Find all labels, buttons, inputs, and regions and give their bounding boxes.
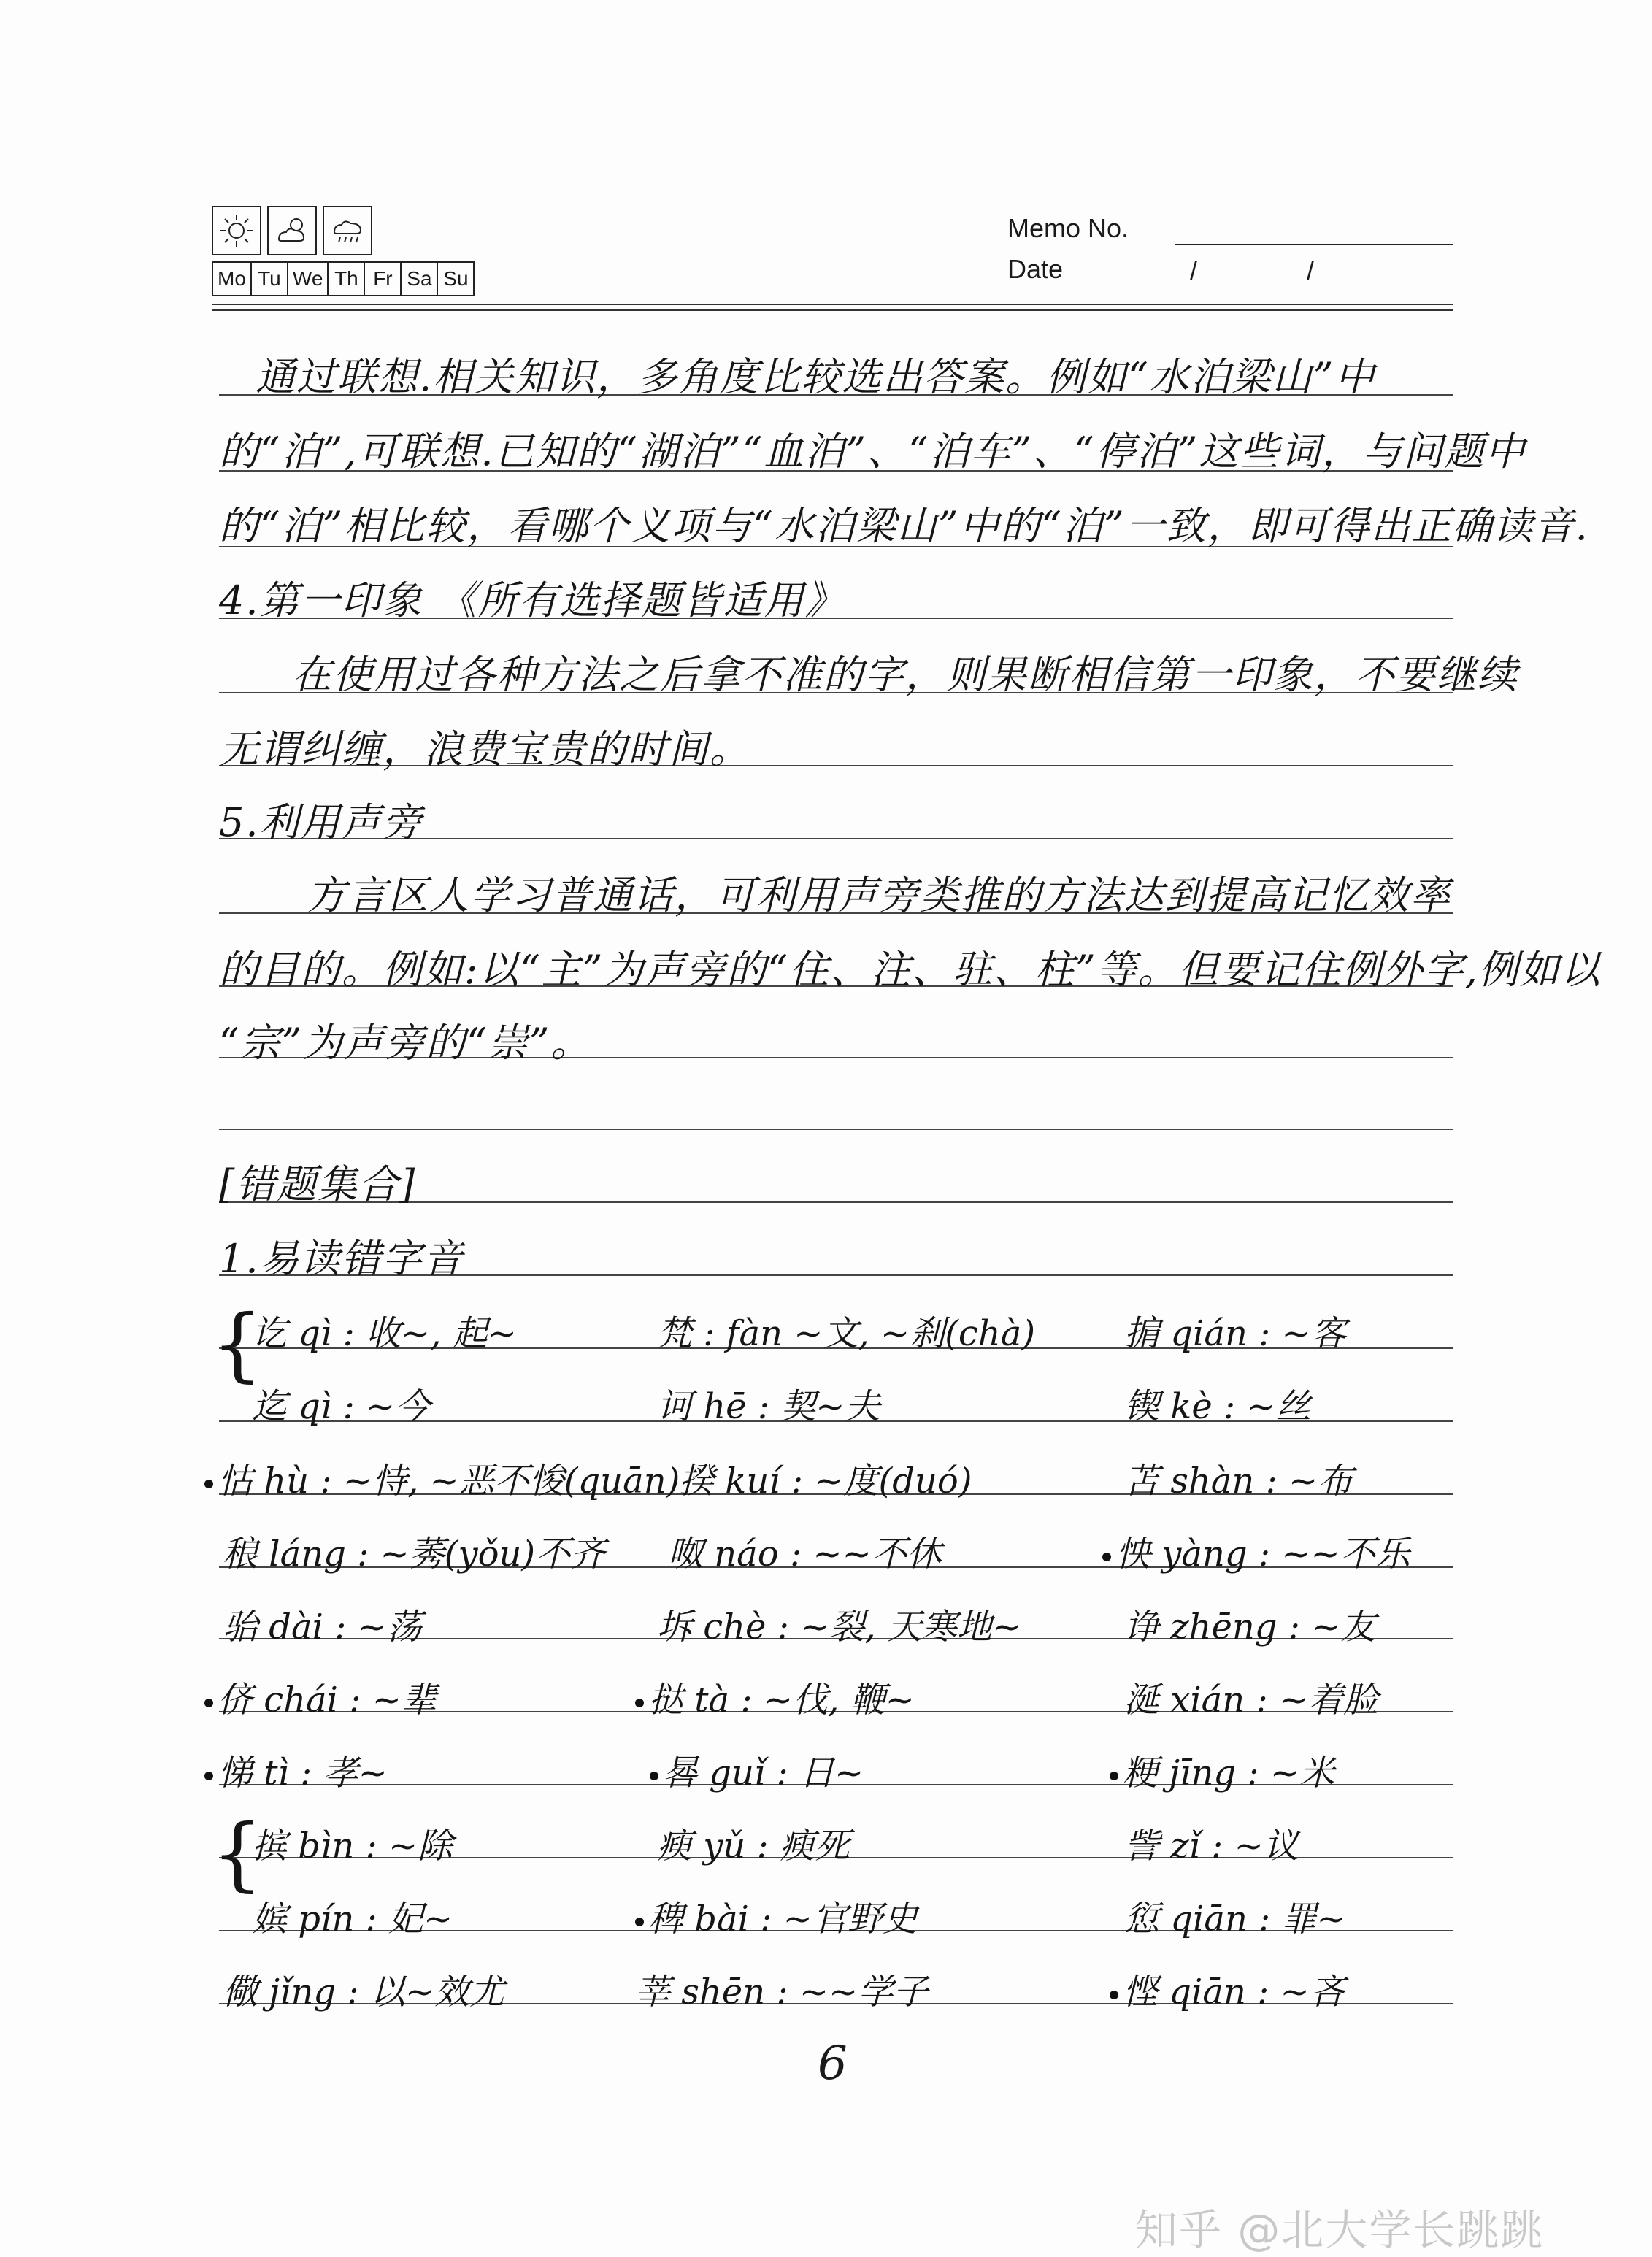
body-line: 的目的。例如:以“主”为声旁的“住、注、驻、柱”等。但要记住例外字,例如以: [219, 947, 1602, 993]
weekday-we[interactable]: We: [288, 261, 329, 296]
bullet-dot: [204, 1772, 213, 1780]
vocab-entry: 迄 qì : ~今: [252, 1386, 431, 1427]
body-line: 方言区人学习普通话，可利用声旁类推的方法达到提高记忆效率: [307, 872, 1451, 918]
bullet-dot: [1102, 1553, 1111, 1561]
vocab-text: 侪 chái : ~辈: [218, 1680, 437, 1720]
pair-brace: {: [212, 1297, 263, 1391]
sun-icon: [212, 206, 261, 255]
pair-brace: {: [212, 1807, 263, 1900]
vocab-text: 悭 qiān : ~吝: [1123, 1972, 1345, 2012]
vocab-entry: [204, 1453, 680, 1503]
body-line: 的“泊”,可联想.已知的“湖泊”“血泊”、“泊车”、“停泊”这些词，与问题中: [219, 428, 1526, 474]
vocab-entry: 稂 láng : ~莠(yǒu)不齐: [223, 1534, 606, 1574]
vocab-entry: 儆 jǐng : 以~效尤: [223, 1972, 505, 2012]
bullet-dot: [650, 1772, 658, 1780]
bullet-dot: [204, 1699, 213, 1707]
weather-icons: [212, 206, 378, 255]
vocab-entry: 掮 qián : ~客: [1124, 1313, 1346, 1354]
date-separator: /: [1307, 255, 1315, 285]
section-title: [错题集合]: [219, 1161, 417, 1207]
weekday-sa[interactable]: Sa: [402, 261, 438, 296]
bullet-dot: [204, 1480, 213, 1488]
weekday-fr[interactable]: Fr: [365, 261, 402, 296]
rain-cloud-icon: [323, 206, 372, 255]
weekday-tu[interactable]: Tu: [252, 261, 288, 296]
vocab-entry: 訾 zǐ : ~议: [1124, 1826, 1299, 1866]
vocab-entry: 莘 shēn : ~~学子: [635, 1972, 929, 2012]
bullet-dot: [635, 1699, 644, 1707]
vocab-entry: [1102, 1526, 1410, 1576]
vocab-entry: [650, 1745, 864, 1795]
vocab-entry: [1110, 1745, 1334, 1795]
bullet-dot: [635, 1918, 644, 1926]
vocab-entry: [204, 1672, 437, 1722]
weekday-su[interactable]: Su: [438, 261, 475, 296]
vocab-entry: [1110, 1964, 1345, 2014]
watermark: 知乎 @北大学长跳跳: [1135, 2205, 1545, 2255]
header-divider: [212, 304, 1453, 305]
vocab-entry: 梵 : fàn ~文, ~刹(chà): [657, 1313, 1036, 1354]
subsection-title: 1.易读错字音: [219, 1236, 464, 1282]
page-number: 6: [818, 2037, 848, 2091]
vocab-entry: [204, 1745, 388, 1795]
cloudy-sun-icon: [267, 206, 317, 255]
vocab-entry: 讫 qì : 收~, 起~: [252, 1313, 517, 1354]
vocab-entry: 骀 dài : ~荡: [223, 1607, 422, 1647]
weekday-th[interactable]: Th: [329, 261, 365, 296]
vocab-entry: 瘐 yǔ : 瘐死: [657, 1826, 850, 1866]
vocab-entry: [635, 1672, 915, 1722]
vocab-entry: [635, 1891, 918, 1941]
vocab-entry: 嫔 pín : 妃~: [252, 1899, 453, 1939]
body-heading: 4.第一印象 《所有选择题皆适用》: [219, 577, 846, 623]
header-divider: [212, 309, 1453, 311]
memo-label: Memo No.: [1007, 213, 1129, 243]
vocab-text: 怏 yàng : ~~不乐: [1115, 1534, 1410, 1574]
vocab-entry: 诤 zhēng : ~友: [1124, 1607, 1376, 1647]
bullet-dot: [1110, 1772, 1118, 1780]
vocab-entry: 揆 kuí : ~度(duó): [679, 1461, 972, 1502]
vocab-text: 粳 jīng : ~米: [1123, 1753, 1335, 1793]
vocab-entry: 呶 náo : ~~不休: [668, 1534, 942, 1574]
vocab-text: 稗 bài : ~官野史: [648, 1899, 918, 1939]
body-line: 通过联想.相关知识，多角度比较选出答案。例如“水泊梁山”中: [256, 354, 1376, 400]
ruled-line: [219, 1128, 1453, 1130]
memo-number-field[interactable]: [1175, 244, 1453, 245]
vocab-text: 挞 tà : ~伐, 鞭~: [648, 1680, 915, 1720]
vocab-entry: 坼 chè : ~裂, 天寒地~: [657, 1607, 1022, 1647]
weekday-selector: [212, 261, 475, 296]
vocab-entry: 诃 hē : 契~夫: [657, 1386, 880, 1427]
bullet-dot: [1110, 1991, 1118, 1999]
vocab-entry: 摈 bìn : ~除: [252, 1826, 453, 1866]
date-separator: /: [1190, 255, 1198, 285]
body-line: 无谓纠缠，浪费宝贵的时间。: [219, 726, 750, 772]
body-line: 在使用过各种方法之后拿不准的字，则果断相信第一印象，不要继续: [292, 652, 1518, 698]
body-line: “宗”为声旁的“崇”。: [219, 1020, 592, 1066]
vocab-entry: 锲 kè : ~丝: [1124, 1386, 1311, 1427]
vocab-entry: 苫 shàn : ~布: [1124, 1461, 1353, 1502]
vocab-entry: 愆 qiān : 罪~: [1124, 1899, 1346, 1939]
body-line: 的“泊”相比较，看哪个义项与“水泊梁山”中的“泊”一致，即可得出正确读音.: [219, 503, 1589, 549]
body-heading: 5.利用声旁: [219, 799, 423, 845]
weekday-mo[interactable]: Mo: [212, 261, 252, 296]
vocab-text: 晷 guǐ : 日~: [663, 1753, 864, 1793]
date-label: Date: [1007, 254, 1064, 284]
vocab-text: 怙 hù : ~恃, ~恶不悛(quān): [218, 1461, 680, 1502]
vocab-text: 悌 tì : 孝~: [218, 1753, 388, 1793]
vocab-entry: 涎 xián : ~着脸: [1124, 1680, 1379, 1720]
